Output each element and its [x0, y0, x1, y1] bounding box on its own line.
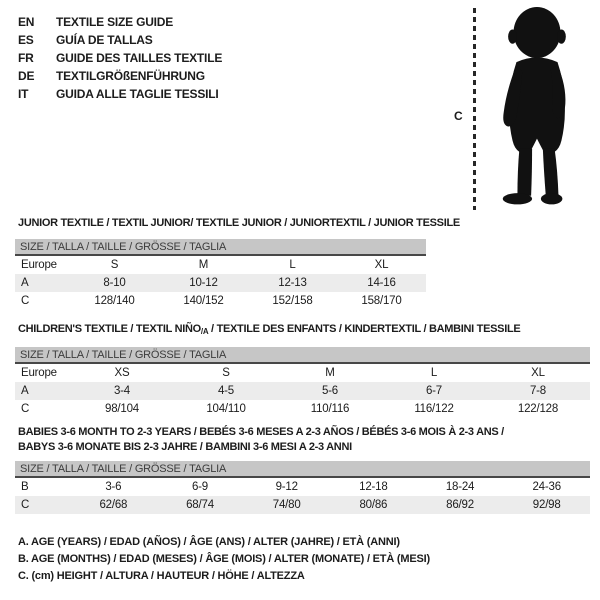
size-cell: XS — [114, 367, 130, 379]
height-c-label: C — [454, 109, 463, 123]
babies-title-line2: BABYS 3-6 MONATE BIS 2-3 JAHRE / BAMBINI 3-6 MESI A 2-3 ANNI — [18, 441, 352, 453]
babies-title-line1: BABIES 3-6 MONTH TO 2-3 YEARS / BEBÉS 3-6 MESES A 2-3 AÑOS / BÉBÉS 3-6 MOIS À 2-3 ANS / — [18, 426, 504, 438]
months-cell: 12-18 — [359, 481, 388, 493]
height-cell: 158/170 — [361, 295, 402, 307]
babies-size-table — [15, 461, 590, 514]
size-header-bar: SIZE / TALLA / TAILLE / GRÖSSE / TAGLIA — [15, 239, 426, 256]
legend-line-c: C. (cm) HEIGHT / ALTURA / HAUTEUR / HÖHE / ALTEZZA — [18, 570, 305, 582]
height-cell: 152/158 — [272, 295, 313, 307]
age-cell: 7-8 — [529, 385, 547, 397]
months-cell: 9-12 — [275, 481, 298, 493]
legend-line-a: A. AGE (YEARS) / EDAD (AÑOS) / ÂGE (ANS) / ALTER (JAHRE) / ETÀ (ANNI) — [18, 536, 400, 548]
abc-legend — [18, 534, 430, 585]
height-cell: 140/152 — [183, 295, 224, 307]
age-cell: 4-5 — [217, 385, 235, 397]
junior-table-title: JUNIOR TEXTILE / TEXTIL JUNIOR/ TEXTILE JUNIOR / JUNIORTEXTIL / JUNIOR TESSILE — [18, 217, 460, 229]
table-row-age — [15, 274, 426, 292]
height-cell: 92/98 — [532, 499, 561, 511]
junior-size-table — [15, 239, 426, 310]
children-title-post: / TEXTILE DES ENFANTS / KINDERTEXTIL / BAMBINI TESSILE — [208, 323, 521, 335]
lang-row-de — [18, 67, 222, 85]
lang-label: GUÍA DE TALLAS — [56, 33, 153, 47]
height-cell: 86/92 — [446, 499, 474, 511]
children-size-table — [15, 347, 590, 418]
height-cell: 116/122 — [414, 403, 454, 415]
size-cell: XL — [374, 259, 389, 271]
children-table-title — [18, 322, 520, 339]
table-row-months — [15, 478, 590, 496]
height-cell: 80/86 — [359, 499, 388, 511]
height-cell: 110/116 — [310, 403, 350, 415]
toddler-silhouette-icon — [492, 6, 580, 210]
row-label: C — [21, 403, 30, 415]
lang-row-es — [18, 31, 222, 49]
lang-label: TEXTILGRÖßENFÜHRUNG — [56, 69, 205, 83]
height-cell: 68/74 — [186, 499, 214, 511]
row-label: B — [21, 481, 29, 493]
height-cell: 122/128 — [517, 403, 559, 415]
age-cell: 8-10 — [103, 277, 126, 289]
size-cell: M — [325, 367, 335, 379]
table-row-height — [15, 292, 426, 310]
lang-code: FR — [18, 51, 34, 65]
lang-row-fr — [18, 49, 222, 67]
months-cell: 3-6 — [105, 481, 122, 493]
age-cell: 14-16 — [367, 277, 396, 289]
row-label: C — [21, 295, 30, 307]
size-cell: M — [198, 259, 209, 271]
row-label: Europe — [21, 367, 57, 379]
height-cell: 104/110 — [206, 403, 246, 415]
lang-label: TEXTILE SIZE GUIDE — [56, 15, 174, 29]
row-label: C — [21, 499, 30, 511]
size-cell: S — [110, 259, 119, 271]
size-cell: L — [430, 367, 438, 379]
size-header-bar: SIZE / TALLA / TAILLE / GRÖSSE / TAGLIA — [15, 347, 590, 364]
language-list — [18, 13, 222, 103]
age-cell: 3-4 — [113, 385, 131, 397]
table-row-height — [15, 496, 590, 514]
children-title-sub: /A — [200, 327, 209, 336]
age-cell: 5-6 — [321, 385, 339, 397]
months-cell: 18-24 — [445, 481, 475, 493]
table-row-europe — [15, 364, 590, 382]
table-row-age — [15, 382, 590, 400]
height-cell: 74/80 — [272, 499, 301, 511]
lang-label: GUIDE DES TAILLES TEXTILE — [56, 51, 223, 65]
lang-row-en — [18, 13, 222, 31]
babies-table-title — [18, 425, 504, 455]
size-cell: XL — [531, 367, 545, 379]
lang-code: DE — [18, 69, 35, 83]
table-row-height — [15, 400, 590, 418]
lang-code: IT — [18, 87, 29, 101]
age-cell: 6-7 — [425, 385, 443, 397]
height-cell: 98/104 — [105, 403, 139, 415]
height-cell: 128/140 — [94, 295, 135, 307]
table-row-europe — [15, 256, 426, 274]
lang-label: GUIDA ALLE TAGLIE TESSILI — [56, 87, 219, 101]
row-label: A — [21, 385, 29, 397]
age-cell: 12-13 — [278, 277, 307, 289]
lang-code: ES — [18, 33, 34, 47]
legend-line-b: B. AGE (MONTHS) / EDAD (MESES) / ÂGE (MOIS) / ALTER (MONATE) / ETÀ (MESI) — [18, 553, 430, 565]
height-cell: 62/68 — [99, 499, 128, 511]
row-label: Europe — [21, 259, 57, 271]
age-cell: 10-12 — [189, 277, 218, 289]
dashed-height-line — [473, 8, 476, 210]
row-label: A — [21, 277, 29, 289]
months-cell: 24-36 — [532, 481, 561, 493]
size-cell: L — [289, 259, 296, 271]
months-cell: 6-9 — [191, 481, 209, 493]
size-header-bar: SIZE / TALLA / TAILLE / GRÖSSE / TAGLIA — [15, 461, 590, 478]
lang-code: EN — [18, 15, 35, 29]
height-measure-figure — [440, 6, 590, 218]
size-cell: S — [222, 367, 230, 379]
children-title-pre: CHILDREN'S TEXTILE / TEXTIL NIÑO — [18, 323, 201, 335]
lang-row-it — [18, 85, 222, 103]
